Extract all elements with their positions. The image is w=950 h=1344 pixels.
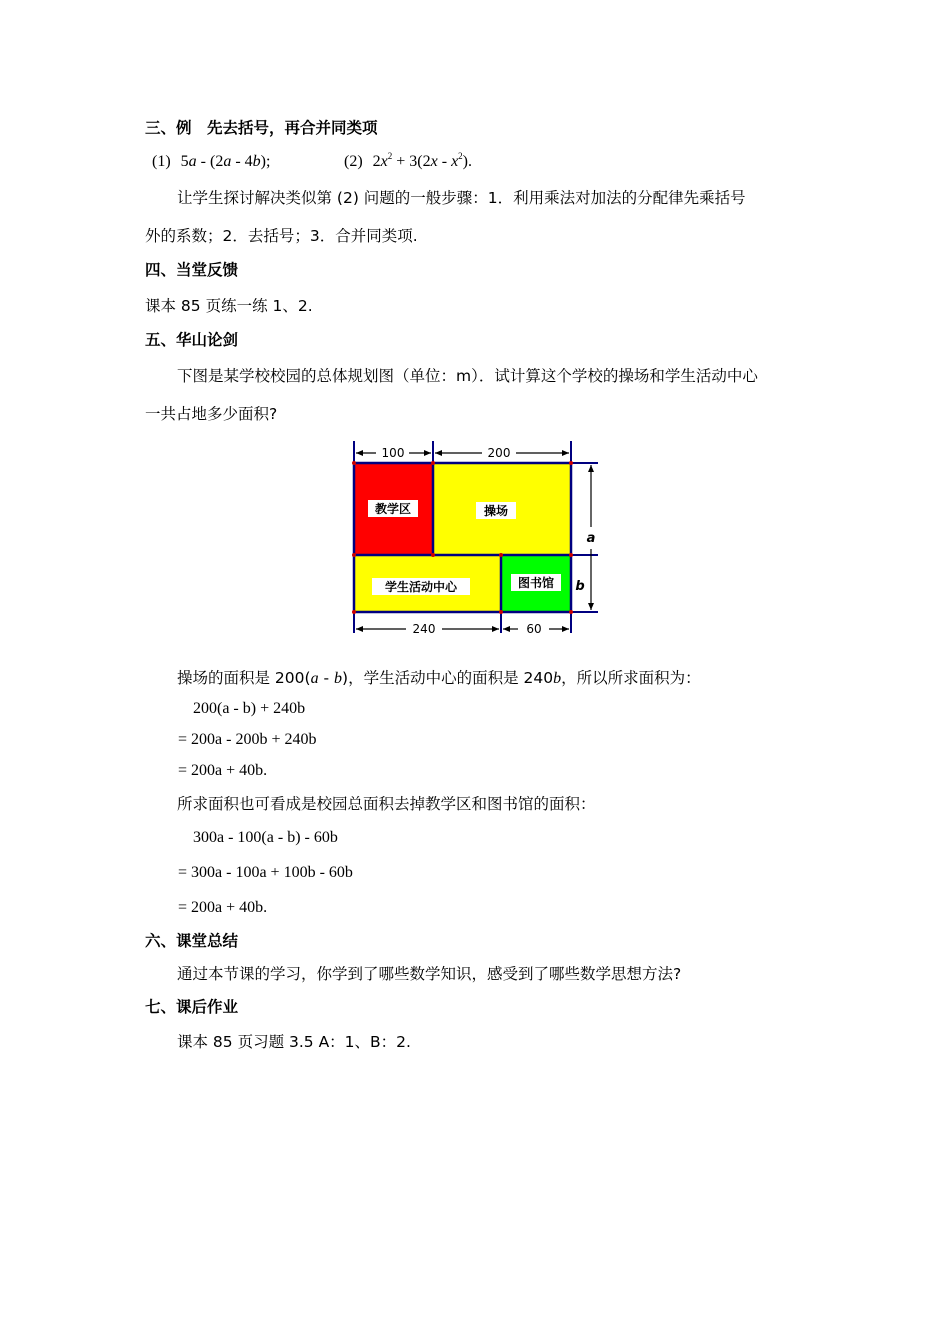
exercise-1: (1) 5a - (2a - 4b); bbox=[152, 153, 271, 170]
dim-label-a: a bbox=[586, 531, 596, 546]
section-4-title: 四、当堂反馈 bbox=[145, 261, 239, 279]
equation-6: = 200a + 40b. bbox=[178, 899, 268, 916]
section-4-text: 课本 85 页练一练 1、2. bbox=[145, 297, 313, 315]
library-label: 图书馆 bbox=[517, 576, 555, 590]
section-6-title: 六、课堂总结 bbox=[145, 932, 239, 950]
alt-intro: 所求面积也可看成是校园总面积去掉教学区和图书馆的面积： bbox=[177, 795, 596, 813]
dim-label-b: b bbox=[575, 579, 585, 594]
campus-plan-figure bbox=[346, 437, 606, 639]
teaching-zone-label: 教学区 bbox=[374, 502, 412, 516]
equation-4: 300a - 100(a - b) - 60b bbox=[193, 829, 338, 846]
playground-label: 操场 bbox=[483, 504, 509, 518]
section-5-para-2: 一共占地多少面积? bbox=[145, 405, 278, 423]
section-5-para-1: 下图是某学校校园的总体规划图（单位：m）．试计算这个学校的操场和学生活动中心 bbox=[177, 367, 758, 385]
dim-label-200: 200 bbox=[487, 446, 511, 460]
section-3-title: 三、例 先去括号，再合并同类项 bbox=[145, 119, 378, 137]
section-7-text: 课本 85 页习题 3.5 A：1、B：2. bbox=[177, 1033, 411, 1051]
section-3-para-2: 外的系数；2．去括号；3．合并同类项. bbox=[145, 227, 418, 245]
section-5-title: 五、华山论剑 bbox=[145, 331, 239, 349]
equation-2: = 200a - 200b + 240b bbox=[178, 731, 317, 748]
dim-label-100: 100 bbox=[381, 446, 405, 460]
equation-5: = 300a - 100a + 100b - 60b bbox=[178, 864, 353, 881]
section-6-text: 通过本节课的学习，你学到了哪些数学知识，感受到了哪些数学思想方法? bbox=[177, 965, 682, 983]
exercise-2: (2) $2x^2 + 3(2x - x^2)$. bbox=[344, 151, 472, 170]
equation-1: 200(a - b) + 240b bbox=[193, 700, 306, 717]
dim-label-240: 240 bbox=[412, 622, 436, 636]
dim-label-60: 60 bbox=[526, 622, 542, 636]
activity-center-label: 学生活动中心 bbox=[384, 580, 458, 594]
section-7-title: 七、课后作业 bbox=[145, 998, 239, 1016]
section-3-para-1: 让学生探讨解决类似第 (2) 问题的一般步骤：1．利用乘法对加法的分配律先乘括号 bbox=[177, 189, 746, 207]
area-intro: 操场的面积是 200(a - b)，学生活动中心的面积是 240b，所以所求面积为： bbox=[177, 669, 701, 687]
equation-3: = 200a + 40b. bbox=[178, 762, 268, 779]
